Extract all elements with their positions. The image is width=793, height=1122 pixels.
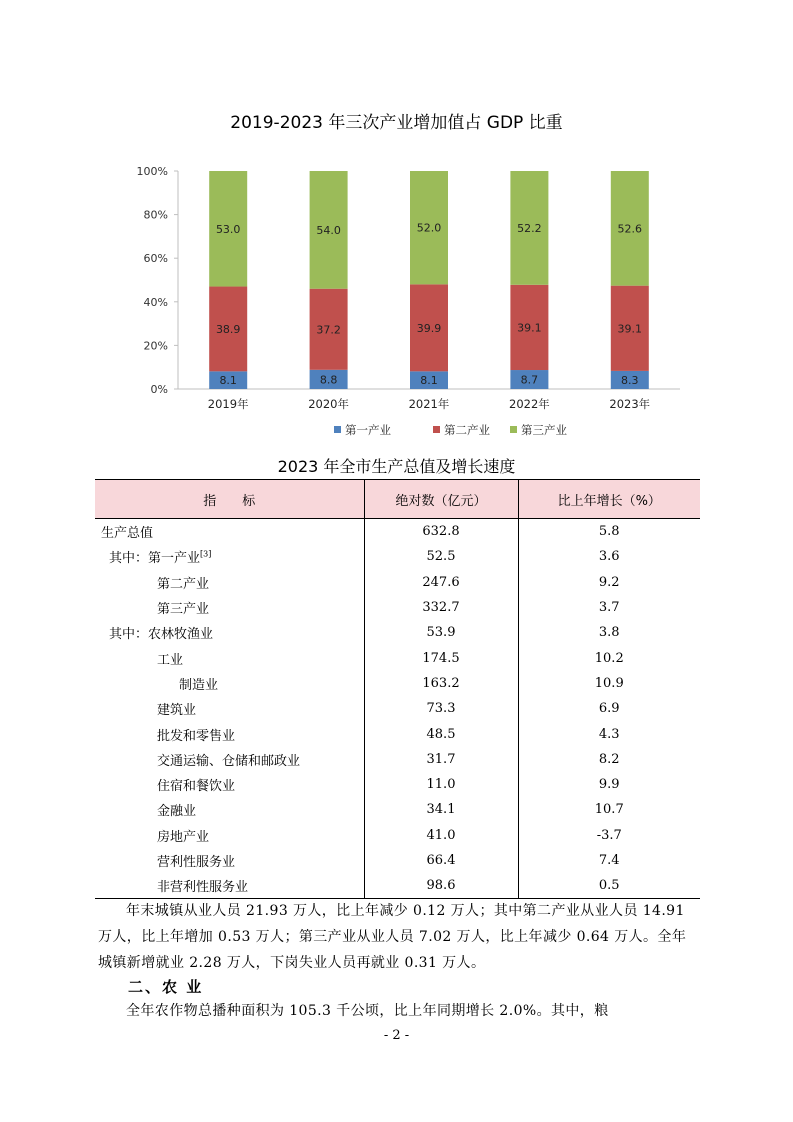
bar-value-label: 52.6 bbox=[617, 222, 643, 236]
row-label bbox=[95, 797, 364, 822]
legend-entry: 第一产业 bbox=[345, 423, 391, 437]
y-tick-label: 80% bbox=[143, 208, 168, 222]
bar-value-label: 39.1 bbox=[517, 321, 542, 335]
bar-value-label: 54.0 bbox=[316, 223, 341, 237]
row-growth-value: 4.3 bbox=[598, 726, 620, 742]
bar-value-label: 38.9 bbox=[215, 322, 241, 336]
table-row bbox=[95, 848, 700, 873]
row-label-text: 营利性服务业 bbox=[157, 855, 236, 870]
row-label bbox=[95, 747, 364, 772]
row-absolute-value: 31.7 bbox=[364, 747, 518, 772]
page-number: - 2 - bbox=[383, 1028, 410, 1043]
row-label-text: 建筑业 bbox=[157, 703, 197, 719]
table-row bbox=[95, 747, 700, 772]
row-absolute-value: 11.0 bbox=[364, 772, 518, 797]
row-label-text: 制造业 bbox=[179, 677, 219, 693]
table-body bbox=[95, 519, 700, 899]
x-tick-label: 2021年 bbox=[408, 397, 450, 411]
row-growth-value: 3.7 bbox=[598, 600, 620, 616]
row-label-text: 其中：农林牧渔业 bbox=[109, 627, 214, 643]
row-absolute-value: 73.3 bbox=[364, 696, 518, 721]
table-row bbox=[95, 671, 700, 696]
x-tick-label: 2020年 bbox=[308, 397, 349, 411]
row-absolute-value: 332.7 bbox=[364, 595, 518, 620]
row-label bbox=[95, 595, 364, 620]
row-label-text: 批发和零售业 bbox=[157, 728, 236, 744]
bar-value-label: 39.9 bbox=[416, 321, 442, 335]
row-absolute-value: 52.5 bbox=[364, 544, 518, 569]
footnote-marker: [3] bbox=[200, 550, 212, 560]
row-label bbox=[95, 645, 364, 670]
stacked-bar-chart bbox=[120, 155, 700, 447]
bar-value-label: 39.1 bbox=[617, 322, 643, 336]
x-tick-label: 2019年 bbox=[207, 397, 249, 411]
row-absolute-value: 48.5 bbox=[364, 721, 518, 746]
row-growth-value: 9.2 bbox=[598, 574, 620, 590]
row-absolute-value: 632.8 bbox=[364, 519, 518, 545]
bar-value-label: 52.0 bbox=[416, 221, 442, 235]
table-row bbox=[95, 645, 700, 670]
employment-paragraph: 年末城镇从业人员 21.93 万人，比上年减少 0.12 万人；其中第二产业从业人员 14.91 万人，比上年增加 0.53 万人；第三产业从业人员 7.02 万人，比上年减少 0.64 万人。全年城镇新增就业 2.28 万人，下岗失业人员再就业 0.31 万人。 bbox=[98, 903, 687, 971]
table-row bbox=[95, 620, 700, 645]
row-label bbox=[95, 772, 364, 797]
row-growth-value: 3.8 bbox=[598, 625, 620, 641]
table-row bbox=[95, 721, 700, 746]
row-label bbox=[95, 519, 364, 545]
row-growth-value: 10.9 bbox=[594, 675, 624, 691]
table-row bbox=[95, 873, 700, 899]
legend-swatch bbox=[510, 426, 517, 433]
row-growth-value: 5.8 bbox=[598, 524, 620, 540]
row-label bbox=[95, 544, 364, 569]
row-label bbox=[95, 671, 364, 696]
row-label-text: 住宿和餐饮业 bbox=[157, 779, 236, 795]
legend-entry: 第三产业 bbox=[521, 423, 567, 437]
table-row bbox=[95, 570, 700, 595]
y-tick-label: 20% bbox=[143, 339, 168, 353]
row-label-text: 第三产业 bbox=[157, 602, 210, 618]
table-row bbox=[95, 772, 700, 797]
y-tick-label: 0% bbox=[150, 383, 168, 396]
table-title: 2023 年全市生产总值及增长速度 bbox=[277, 457, 516, 476]
table-header-row bbox=[95, 480, 700, 519]
chart-title: 2019-2023 年三次产业增加值占 GDP 比重 bbox=[230, 113, 563, 133]
x-tick-label: 2023年 bbox=[609, 397, 651, 411]
row-absolute-value: 34.1 bbox=[364, 797, 518, 822]
row-absolute-value: 163.2 bbox=[364, 671, 518, 696]
table-row bbox=[95, 696, 700, 721]
row-label bbox=[95, 721, 364, 746]
row-label bbox=[95, 873, 364, 899]
row-label-text: 第二产业 bbox=[157, 576, 210, 592]
row-label-text: 其中：第一产业 bbox=[109, 551, 201, 567]
row-growth-value: 10.7 bbox=[594, 802, 624, 818]
row-growth-value: 0.5 bbox=[518, 873, 700, 899]
gdp-table bbox=[95, 479, 700, 899]
row-absolute-value: 98.6 bbox=[364, 873, 518, 899]
row-label-text: 工业 bbox=[157, 652, 184, 668]
bar-value-label: 52.2 bbox=[517, 221, 542, 235]
table-row bbox=[95, 519, 700, 545]
row-absolute-value: 174.5 bbox=[364, 645, 518, 670]
row-label-text: 交通运输、仓储和邮政业 bbox=[157, 753, 301, 769]
legend-entry: 第二产业 bbox=[444, 423, 490, 437]
bar-value-label: 8.8 bbox=[319, 373, 338, 387]
row-absolute-value: 53.9 bbox=[364, 620, 518, 645]
bar-value-label: 8.3 bbox=[621, 373, 639, 387]
bar-value-label: 53.0 bbox=[215, 222, 241, 236]
bar-value-label: 8.7 bbox=[520, 373, 539, 387]
row-growth-value: 10.2 bbox=[594, 650, 624, 666]
row-label bbox=[95, 696, 364, 721]
row-label bbox=[95, 823, 364, 848]
legend-swatch bbox=[334, 426, 341, 433]
row-label-text: 金融业 bbox=[157, 804, 197, 820]
x-tick-label: 2022年 bbox=[509, 397, 550, 411]
row-growth-value: 7.4 bbox=[598, 853, 620, 868]
row-label bbox=[95, 848, 364, 873]
table-row bbox=[95, 823, 700, 848]
section-heading: 二、农 业 bbox=[128, 978, 204, 996]
row-growth-value: 3.6 bbox=[598, 549, 620, 565]
y-tick-label: 60% bbox=[143, 252, 168, 266]
header-indicator: 指 标 bbox=[95, 480, 364, 519]
table-row bbox=[95, 797, 700, 822]
row-growth-value: -3.7 bbox=[596, 827, 622, 843]
legend-swatch bbox=[433, 426, 440, 433]
y-tick-label: 40% bbox=[143, 295, 168, 309]
row-absolute-value: 41.0 bbox=[364, 823, 518, 848]
header-growth: 比上年增长（%） bbox=[518, 480, 700, 519]
table-row bbox=[95, 544, 700, 569]
bar-value-label: 8.1 bbox=[219, 374, 237, 388]
row-label bbox=[95, 620, 364, 645]
row-label-text: 生产总值 bbox=[101, 526, 154, 542]
row-label-text: 房地产业 bbox=[157, 829, 210, 845]
y-tick-label: 100% bbox=[136, 165, 168, 178]
table-row bbox=[95, 595, 700, 620]
row-label bbox=[95, 570, 364, 595]
row-label-text: 非营利性服务业 bbox=[157, 880, 249, 896]
row-growth-value: 8.2 bbox=[598, 751, 620, 767]
bar-value-label: 37.2 bbox=[316, 323, 341, 337]
row-growth-value: 9.9 bbox=[598, 777, 620, 793]
agriculture-paragraph: 全年农作物总播种面积为 105.3 千公顷，比上年同期增长 2.0%。其中，粮 bbox=[126, 1003, 609, 1019]
row-absolute-value: 66.4 bbox=[364, 848, 518, 873]
row-absolute-value: 247.6 bbox=[364, 570, 518, 595]
bar-value-label: 8.1 bbox=[420, 374, 438, 388]
row-growth-value: 6.9 bbox=[598, 701, 620, 717]
header-absolute: 绝对数（亿元） bbox=[364, 480, 518, 519]
